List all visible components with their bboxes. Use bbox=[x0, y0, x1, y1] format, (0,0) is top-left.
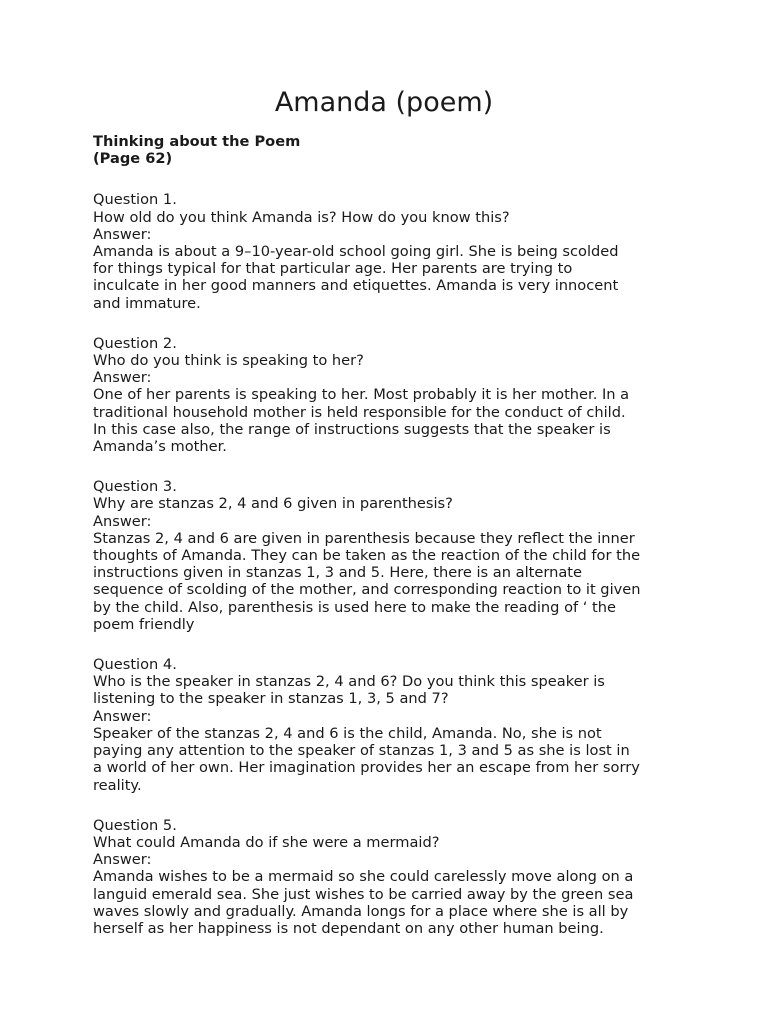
question-text: Who is the speaker in stanzas 2, 4 and 6? Do you think this speaker is bbox=[93, 673, 605, 691]
question-block-5 bbox=[93, 817, 693, 937]
subheading-page-ref: (Page 62) bbox=[93, 150, 173, 168]
question-text: What could Amanda do if she were a mermaid? bbox=[93, 833, 440, 851]
answer-line: languid emerald sea. She just wishes to be carried away by the green sea bbox=[93, 885, 634, 903]
answer-line: Amanda’s mother. bbox=[93, 438, 227, 456]
page-title: Amanda (poem) bbox=[274, 87, 494, 118]
question-text: How old do you think Amanda is? How do you know this? bbox=[93, 208, 510, 226]
section-subheading bbox=[93, 133, 693, 167]
answer-line: Amanda is about a 9–10-year-old school going girl. She is being scolded bbox=[93, 243, 619, 261]
answer-line: for things typical for that particular age. Her parents are trying to bbox=[93, 260, 573, 278]
question-block-1 bbox=[93, 191, 693, 311]
answer-line: sequence of scolding of the mother, and corresponding reaction to it given bbox=[93, 581, 641, 599]
answer-line: waves slowly and gradually. Amanda longs for a place where she is all by bbox=[93, 902, 629, 920]
answer-label: Answer: bbox=[93, 707, 152, 725]
question-label: Question 4. bbox=[93, 656, 177, 674]
question-text: Who do you think is speaking to her? bbox=[93, 352, 364, 370]
answer-line: Amanda wishes to be a mermaid so she could carelessly move along on a bbox=[93, 868, 634, 886]
question-text: Why are stanzas 2, 4 and 6 given in parenthesis? bbox=[93, 495, 453, 513]
answer-label: Answer: bbox=[93, 851, 152, 869]
question-label: Question 3. bbox=[93, 478, 177, 496]
answer-line: Stanzas 2, 4 and 6 are given in parenthesis because they reflect the inner bbox=[93, 529, 635, 547]
answer-line: herself as her happiness is not dependant on any other human being. bbox=[93, 919, 604, 937]
subheading-title: Thinking about the Poem bbox=[93, 133, 301, 150]
question-label: Question 5. bbox=[93, 816, 177, 834]
answer-line: by the child. Also, parenthesis is used here to make the reading of ‘ the bbox=[93, 598, 617, 616]
answer-label: Answer: bbox=[93, 369, 152, 387]
document-body bbox=[93, 133, 693, 937]
answer-line: Speaker of the stanzas 2, 4 and 6 is the child, Amanda. No, she is not bbox=[93, 724, 602, 742]
question-block-3 bbox=[93, 478, 693, 633]
answer-line: One of her parents is speaking to her. Most probably it is her mother. In a bbox=[93, 386, 630, 404]
answer-line: In this case also, the range of instructions suggests that the speaker is bbox=[93, 420, 611, 438]
answer-line: reality. bbox=[93, 776, 142, 794]
answer-line: and immature. bbox=[93, 294, 201, 312]
question-block-2 bbox=[93, 335, 693, 455]
answer-line: poem friendly bbox=[93, 615, 195, 633]
answer-label: Answer: bbox=[93, 225, 152, 243]
answer-line: paying any attention to the speaker of stanzas 1, 3 and 5 as she is lost in bbox=[93, 742, 630, 760]
answer-line: thoughts of Amanda. They can be taken as the reaction of the child for the bbox=[93, 547, 641, 565]
answer-line: traditional household mother is held responsible for the conduct of child. bbox=[93, 403, 626, 421]
answer-line: instructions given in stanzas 1, 3 and 5. Here, there is an alternate bbox=[93, 564, 582, 582]
answer-label: Answer: bbox=[93, 512, 152, 530]
answer-line: inculcate in her good manners and etiquettes. Amanda is very innocent bbox=[93, 277, 619, 295]
question-label: Question 1. bbox=[93, 191, 177, 209]
question-label: Question 2. bbox=[93, 334, 177, 352]
question-block-4 bbox=[93, 656, 693, 794]
answer-line: a world of her own. Her imagination provides her an escape from her sorry bbox=[93, 759, 640, 777]
question-text: listening to the speaker in stanzas 1, 3, 5 and 7? bbox=[93, 690, 449, 708]
